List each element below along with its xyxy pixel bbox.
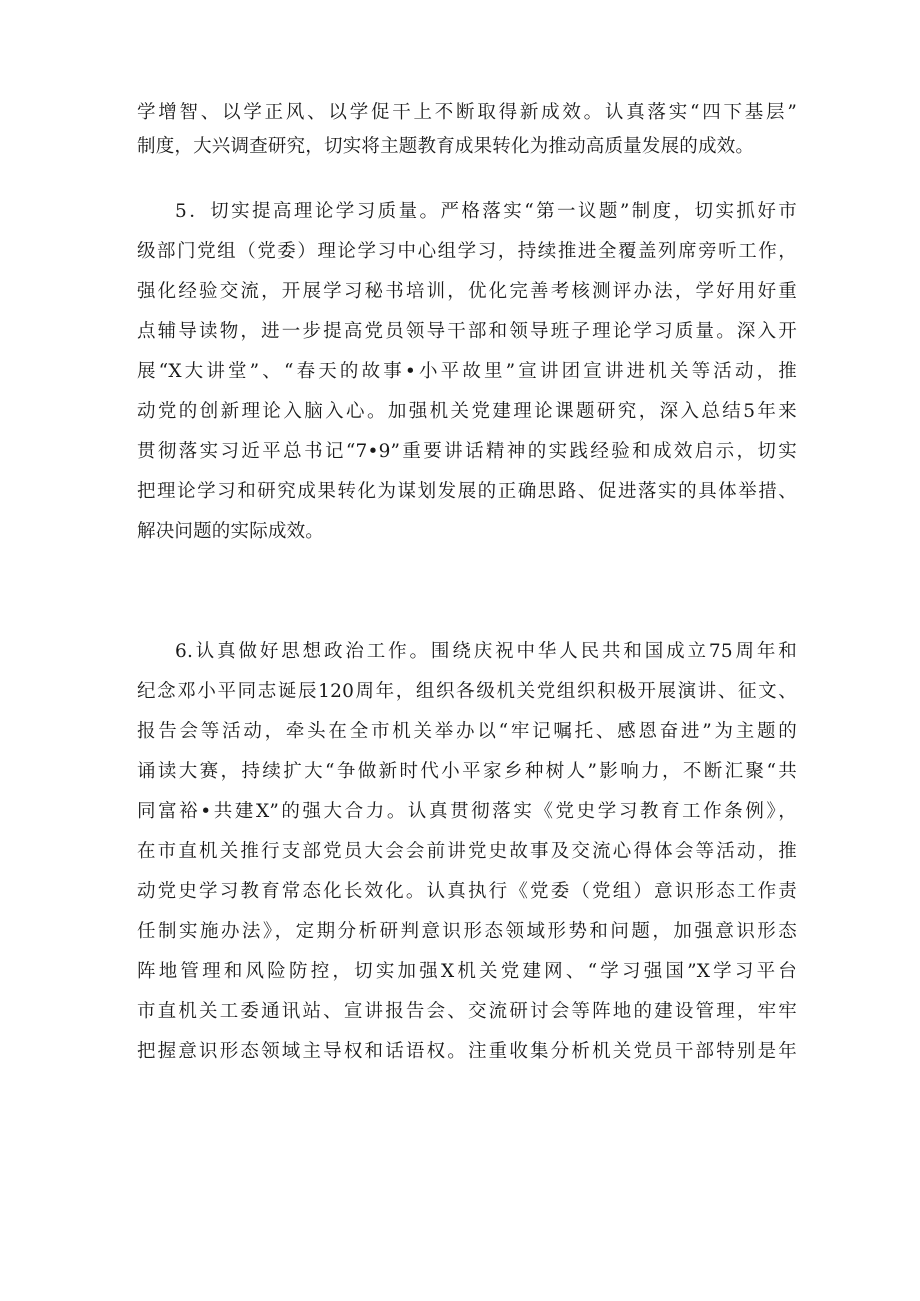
text-line: 报告会等活动，牵头在全市机关举办以“牢记嘱托、感恩奋进”为主题的	[137, 721, 797, 742]
text-line: 学增智、以学正风、以学促干上不断取得新成效。认真落实“四下基层”	[137, 102, 797, 123]
text-line: 贯彻落实习近平总书记“7•9”重要讲话精神的实践经验和成效启示，切实	[137, 441, 797, 462]
text-line: 纪念邓小平同志诞辰120周年，组织各级机关党组织积极开展演讲、征文、	[137, 681, 797, 702]
text-line: 市直机关工委通讯站、宣讲报告会、交流研讨会等阵地的建设管理，牢牢	[137, 1001, 797, 1022]
text-line: 6.认真做好思想政治工作。围绕庆祝中华人民共和国成立75周年和	[175, 641, 797, 662]
text-line: 制度，大兴调查研究，切实将主题教育成果转化为推动高质量发展的成效。	[137, 136, 755, 157]
text-line: 把握意识形态领域主导权和话语权。注重收集分析机关党员干部特别是年	[137, 1041, 797, 1062]
text-line: 阵地管理和风险防控，切实加强X机关党建网、“学习强国”X学习平台	[137, 961, 797, 982]
text-line: 在市直机关推行支部党员大会会前讲党史故事及交流心得体会等活动，推	[137, 841, 797, 862]
text-line: 解决问题的实际成效。	[137, 521, 325, 542]
paragraph-item-6	[137, 632, 797, 1072]
text-line: 把理论学习和研究成果转化为谋划发展的正确思路、促进落实的具体举措、	[137, 481, 797, 502]
paragraph-continuation	[137, 96, 797, 164]
text-line: 任制实施办法》，定期分析研判意识形态领域形势和问题，加强意识形态	[137, 921, 797, 942]
text-line: 级部门党组（党委）理论学习中心组学习，持续推进全覆盖列席旁听工作，	[137, 241, 797, 262]
text-line: 动党史学习教育常态化长效化。认真执行《党委（党组）意识形态工作责	[137, 881, 797, 902]
text-line: 5．切实提高理论学习质量。严格落实“第一议题”制度，切实抓好市	[175, 201, 797, 222]
text-line: 展“X大讲堂”、“春天的故事•小平故里”宣讲团宣讲进机关等活动，推	[137, 361, 797, 382]
text-line: 诵读大赛，持续扩大“争做新时代小平家乡种树人”影响力，不断汇聚“共	[137, 761, 797, 782]
text-line: 同富裕•共建X”的强大合力。认真贯彻落实《党史学习教育工作条例》，	[137, 801, 797, 822]
text-line: 点辅导读物，进一步提高党员领导干部和领导班子理论学习质量。深入开	[137, 321, 797, 342]
paragraph-item-5	[137, 192, 797, 552]
text-line: 强化经验交流，开展学习秘书培训，优化完善考核测评办法，学好用好重	[137, 281, 797, 302]
text-line: 动党的创新理论入脑入心。加强机关党建理论课题研究，深入总结5年来	[137, 401, 797, 422]
